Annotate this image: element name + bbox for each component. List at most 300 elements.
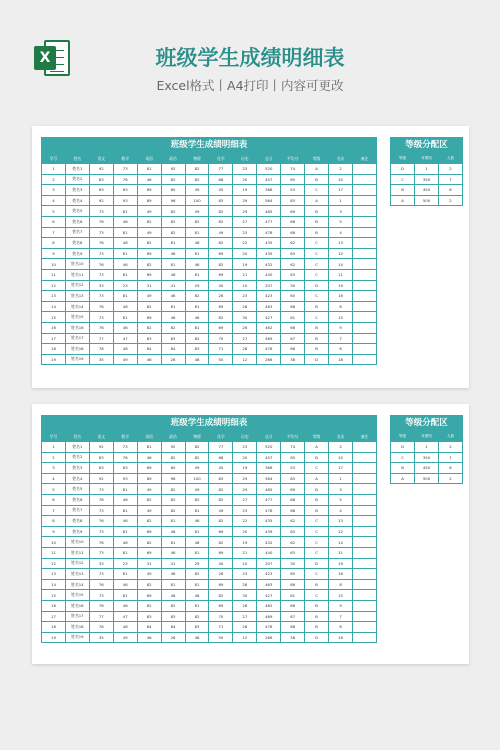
table-row xyxy=(42,185,377,196)
table-cell: 46 xyxy=(137,452,161,463)
table-cell: 26 xyxy=(233,600,257,611)
table-cell: 76 xyxy=(89,322,113,333)
table-cell: 81 xyxy=(185,600,209,611)
table-cell: 7 xyxy=(439,174,463,185)
table-cell: 66 xyxy=(281,322,305,333)
table-cell: C xyxy=(305,259,329,270)
table-cell: 11 xyxy=(329,269,353,280)
table-cell: 83 xyxy=(137,333,161,344)
table-row xyxy=(42,622,377,633)
table-cell: 19 xyxy=(42,354,66,365)
table-cell xyxy=(352,494,376,505)
table-cell: 30 xyxy=(233,590,257,601)
table-row xyxy=(391,164,463,175)
table-cell: 19 xyxy=(329,280,353,291)
table-row xyxy=(42,547,377,558)
table-cell: 69 xyxy=(137,185,161,196)
table-cell: B xyxy=(391,185,415,196)
table-cell: 69 xyxy=(209,269,233,280)
table-cell: B xyxy=(305,579,329,590)
table-cell: 63 xyxy=(281,526,305,537)
column-header: 对照线 xyxy=(415,154,439,164)
table-cell: 9 xyxy=(42,248,66,259)
table-cell: 68 xyxy=(281,216,305,227)
table-cell: 7 xyxy=(42,505,66,516)
table-cell: 81 xyxy=(185,301,209,312)
column-header: 备注 xyxy=(352,432,376,442)
table-cell: B xyxy=(305,600,329,611)
table-cell: 姓名4 xyxy=(65,195,89,206)
table-cell: 姓名14 xyxy=(65,579,89,590)
table-cell: 82 xyxy=(209,590,233,601)
table-cell: 92 xyxy=(89,442,113,453)
table-cell: D xyxy=(305,632,329,643)
table-cell: 41 xyxy=(161,280,185,291)
table-cell: 46 xyxy=(113,579,137,590)
table-cell: 45 xyxy=(209,185,233,196)
table-cell: 27 xyxy=(233,216,257,227)
table-cell: 82 xyxy=(209,259,233,270)
table-cell: 84 xyxy=(137,344,161,355)
table-cell: 81 xyxy=(113,590,137,601)
table-cell: 69 xyxy=(209,301,233,312)
table-cell: 姓名8 xyxy=(65,238,89,249)
table-cell: 23 xyxy=(233,227,257,238)
table-cell xyxy=(352,611,376,622)
table-cell: 83 xyxy=(185,344,209,355)
table-cell xyxy=(352,505,376,516)
table-cell: 463 xyxy=(257,301,281,312)
table-cell: 45 xyxy=(209,463,233,474)
table-cell: 姓名17 xyxy=(65,333,89,344)
table-cell: 23 xyxy=(233,569,257,580)
table-row xyxy=(42,291,377,302)
table-cell xyxy=(352,590,376,601)
table-cell: 82 xyxy=(209,484,233,495)
table-cell: 463 xyxy=(257,579,281,590)
table-cell: 69 xyxy=(137,248,161,259)
table-cell: 564 xyxy=(257,473,281,484)
table-cell: 4 xyxy=(329,227,353,238)
table-cell: 29 xyxy=(185,558,209,569)
table-cell: 84 xyxy=(161,622,185,633)
table-cell: 28 xyxy=(233,622,257,633)
table-cell: 73 xyxy=(89,505,113,516)
column-header: 物理 xyxy=(185,154,209,164)
table-cell: C xyxy=(305,248,329,259)
table-cell: 73 xyxy=(89,291,113,302)
table-cell: 81 xyxy=(161,301,185,312)
table-cell: B xyxy=(305,322,329,333)
table-cell: 63 xyxy=(89,185,113,196)
table-cell: C xyxy=(305,463,329,474)
table-cell: 83 xyxy=(137,611,161,622)
table-cell: 2 xyxy=(329,442,353,453)
column-header: 英语 xyxy=(137,432,161,442)
table-cell xyxy=(352,442,376,453)
table-cell: 83 xyxy=(89,452,113,463)
table-cell: 96 xyxy=(161,473,185,484)
table-cell: 63 xyxy=(113,185,137,196)
grade-detail-title: 班级学生成绩明细表 xyxy=(41,415,377,431)
table-cell: 姓名13 xyxy=(65,291,89,302)
table-cell: 姓名17 xyxy=(65,611,89,622)
table-cell: B xyxy=(305,206,329,217)
table-row xyxy=(42,164,377,175)
table-row xyxy=(391,174,463,185)
table-cell: 姓名7 xyxy=(65,505,89,516)
table-cell: 23 xyxy=(233,164,257,175)
table-row xyxy=(42,227,377,238)
table-cell xyxy=(352,227,376,238)
table-row xyxy=(42,505,377,516)
table-cell: 46 xyxy=(113,494,137,505)
table-cell: 81 xyxy=(113,248,137,259)
column-header: 历史 xyxy=(233,432,257,442)
table-cell: 7 xyxy=(329,611,353,622)
table-cell: 60 xyxy=(281,291,305,302)
table-cell: 82 xyxy=(209,516,233,527)
table-cell xyxy=(352,301,376,312)
table-cell: 3 xyxy=(42,463,66,474)
table-cell: 4 xyxy=(42,473,66,484)
table-cell: 82 xyxy=(161,600,185,611)
table-row xyxy=(42,442,377,453)
table-row xyxy=(42,206,377,217)
column-header: 物理 xyxy=(185,432,209,442)
table-cell: 77 xyxy=(89,611,113,622)
table-cell: 49 xyxy=(185,185,209,196)
table-cell: 23 xyxy=(233,505,257,516)
table-cell: 15 xyxy=(329,312,353,323)
table-cell: 9 xyxy=(42,526,66,537)
table-cell: 38 xyxy=(281,354,305,365)
table-cell: 48 xyxy=(113,344,137,355)
table-cell xyxy=(352,558,376,569)
table-cell: 450 xyxy=(415,463,439,474)
table-cell: 23 xyxy=(233,442,257,453)
table-cell: 82 xyxy=(209,494,233,505)
table-cell: 485 xyxy=(257,206,281,217)
table-cell: 35 xyxy=(89,632,113,643)
table-cell: 368 xyxy=(257,463,281,474)
table-row xyxy=(391,473,463,484)
table-cell: 46 xyxy=(185,516,209,527)
table-cell: B xyxy=(305,611,329,622)
table-row xyxy=(391,185,463,196)
table-cell: 46 xyxy=(185,537,209,548)
column-header: 化学 xyxy=(209,154,233,164)
table-cell: 9 xyxy=(329,322,353,333)
table-cell: 477 xyxy=(257,216,281,227)
column-header: 等级 xyxy=(391,154,415,164)
grade-detail-area xyxy=(41,137,377,365)
table-cell: 81 xyxy=(113,269,137,280)
table-cell: 8 xyxy=(329,301,353,312)
table-cell xyxy=(352,526,376,537)
table-row xyxy=(42,216,377,227)
table-cell: 81 xyxy=(185,505,209,516)
table-cell: 423 xyxy=(257,291,281,302)
table-cell: A xyxy=(391,473,415,484)
column-header: 姓名 xyxy=(65,154,89,164)
table-cell: 41 xyxy=(161,558,185,569)
table-cell: 11 xyxy=(42,269,66,280)
table-cell: 462 xyxy=(257,322,281,333)
table-row xyxy=(42,174,377,185)
table-cell: 1 xyxy=(415,164,439,175)
table-cell xyxy=(352,238,376,249)
table-cell: 68 xyxy=(209,174,233,185)
table-cell xyxy=(352,164,376,175)
table-cell: 3 xyxy=(42,185,66,196)
table-cell: 46 xyxy=(113,322,137,333)
column-header: 人数 xyxy=(439,154,463,164)
table-cell: 18 xyxy=(42,344,66,355)
table-cell: 83 xyxy=(161,611,185,622)
table-cell: 29 xyxy=(233,195,257,206)
table-cell xyxy=(352,312,376,323)
table-cell: 14 xyxy=(329,537,353,548)
table-row xyxy=(42,463,377,474)
table-cell: 1 xyxy=(415,442,439,453)
table-cell: 76 xyxy=(113,452,137,463)
table-cell: B xyxy=(305,494,329,505)
table-cell: 8 xyxy=(439,185,463,196)
table-cell: 70 xyxy=(209,611,233,622)
table-row xyxy=(42,322,377,333)
table-cell: 69 xyxy=(281,484,305,495)
table-cell: 姓名8 xyxy=(65,516,89,527)
table-cell: 92 xyxy=(89,473,113,484)
column-header: 名次 xyxy=(329,154,353,164)
column-header: 总分 xyxy=(257,432,281,442)
table-cell: 462 xyxy=(257,600,281,611)
table-cell: 81 xyxy=(185,248,209,259)
table-cell: 46 xyxy=(161,526,185,537)
table-cell: 82 xyxy=(137,494,161,505)
column-header: 数学 xyxy=(113,432,137,442)
table-cell: 82 xyxy=(161,505,185,516)
table-cell xyxy=(352,547,376,558)
table-cell: 83 xyxy=(161,333,185,344)
table-cell: 10 xyxy=(42,537,66,548)
table-cell: 2 xyxy=(439,164,463,175)
table-cell: 40 xyxy=(209,280,233,291)
table-cell xyxy=(352,484,376,495)
table-cell: 姓名4 xyxy=(65,473,89,484)
table-cell: 435 xyxy=(257,516,281,527)
table-cell: 姓名19 xyxy=(65,632,89,643)
table-cell: 7 xyxy=(42,227,66,238)
table-cell: 440 xyxy=(257,269,281,280)
table-cell: 49 xyxy=(185,463,209,474)
column-header: 对照线 xyxy=(415,432,439,442)
table-cell: 73 xyxy=(89,206,113,217)
table-cell: 63 xyxy=(281,547,305,558)
table-cell: 82 xyxy=(209,238,233,249)
table-cell: 姓名7 xyxy=(65,227,89,238)
table-cell: B xyxy=(305,333,329,344)
column-header: 英语 xyxy=(137,154,161,164)
table-cell: 62 xyxy=(281,537,305,548)
table-cell: 53 xyxy=(281,185,305,196)
table-cell: 476 xyxy=(257,622,281,633)
table-cell: 19 xyxy=(233,537,257,548)
table-cell: 457 xyxy=(257,174,281,185)
table-row xyxy=(42,344,377,355)
table-cell: A xyxy=(305,442,329,453)
table-cell: 1 xyxy=(42,442,66,453)
table-cell: 27 xyxy=(233,333,257,344)
table-cell: 5 xyxy=(42,484,66,495)
table-cell: B xyxy=(305,452,329,463)
table-cell: C xyxy=(305,547,329,558)
grade-allocation-table xyxy=(390,153,463,206)
table-cell xyxy=(352,195,376,206)
table-cell: 435 xyxy=(257,238,281,249)
table-cell: 28 xyxy=(233,301,257,312)
table-cell: 78 xyxy=(89,344,113,355)
table-cell: 30 xyxy=(281,280,305,291)
table-cell: 500 xyxy=(415,473,439,484)
table-cell xyxy=(352,463,376,474)
table-cell: 66 xyxy=(281,301,305,312)
table-cell: 49 xyxy=(137,505,161,516)
table-cell xyxy=(352,259,376,270)
table-cell: 10 xyxy=(233,280,257,291)
table-cell: 5 xyxy=(329,494,353,505)
table-cell xyxy=(352,354,376,365)
table-cell: 61 xyxy=(281,590,305,601)
table-cell: C xyxy=(305,312,329,323)
table-cell: 83 xyxy=(281,473,305,484)
table-cell: 姓名16 xyxy=(65,322,89,333)
page-subtitle: Excel格式丨A4打印丨内容可更改 xyxy=(156,78,344,93)
table-cell: 81 xyxy=(185,579,209,590)
table-cell: 13 xyxy=(42,291,66,302)
table-cell: 69 xyxy=(209,322,233,333)
table-cell: B xyxy=(305,174,329,185)
table-cell: 19 xyxy=(233,259,257,270)
table-cell: 2 xyxy=(42,452,66,463)
table-cell: B xyxy=(305,227,329,238)
column-header: 历史 xyxy=(233,154,257,164)
table-cell: 46 xyxy=(161,590,185,601)
table-cell: 73 xyxy=(89,590,113,601)
table-cell: 46 xyxy=(137,632,161,643)
table-cell: 姓名12 xyxy=(65,280,89,291)
table-cell: 81 xyxy=(113,526,137,537)
table-cell: 82 xyxy=(137,579,161,590)
table-cell: 73 xyxy=(89,312,113,323)
table-cell: 76 xyxy=(89,600,113,611)
table-cell: 29 xyxy=(233,206,257,217)
table-cell: 67 xyxy=(281,611,305,622)
table-cell: C xyxy=(391,174,415,185)
table-cell: 49 xyxy=(137,484,161,495)
table-cell: 68 xyxy=(281,494,305,505)
table-cell: 60 xyxy=(161,463,185,474)
table-cell: 82 xyxy=(137,516,161,527)
table-cell: 62 xyxy=(281,259,305,270)
table-cell: 77 xyxy=(89,333,113,344)
table-cell: C xyxy=(305,185,329,196)
table-cell: 40 xyxy=(209,558,233,569)
table-cell: 82 xyxy=(161,174,185,185)
table-cell: 姓名19 xyxy=(65,354,89,365)
table-cell: 18 xyxy=(329,354,353,365)
table-cell: 82 xyxy=(209,206,233,217)
table-cell: 27 xyxy=(233,494,257,505)
column-header: 平均分 xyxy=(281,154,305,164)
table-cell: 60 xyxy=(161,185,185,196)
table-cell: 12 xyxy=(42,280,66,291)
table-cell: 73 xyxy=(89,248,113,259)
table-cell: 46 xyxy=(137,174,161,185)
table-cell: 76 xyxy=(89,259,113,270)
table-cell: 30 xyxy=(233,312,257,323)
table-cell: 10 xyxy=(329,174,353,185)
table-cell: 83 xyxy=(209,195,233,206)
table-cell: 48 xyxy=(185,632,209,643)
table-cell: 350 xyxy=(415,452,439,463)
table-cell: 76 xyxy=(89,516,113,527)
table-cell: 69 xyxy=(209,579,233,590)
table-cell: 50 xyxy=(209,354,233,365)
table-cell: 20 xyxy=(233,452,257,463)
table-row xyxy=(42,600,377,611)
table-row xyxy=(42,526,377,537)
table-cell: 68 xyxy=(281,505,305,516)
table-cell: 20 xyxy=(233,526,257,537)
table-cell: 469 xyxy=(257,611,281,622)
table-cell: 49 xyxy=(137,291,161,302)
table-cell: 81 xyxy=(113,484,137,495)
table-cell: 76 xyxy=(89,494,113,505)
grade-detail-title: 班级学生成绩明细表 xyxy=(41,137,377,153)
table-cell: 81 xyxy=(185,227,209,238)
table-cell: 73 xyxy=(89,526,113,537)
table-cell: C xyxy=(305,516,329,527)
table-cell: 10 xyxy=(42,259,66,270)
table-cell: 13 xyxy=(329,516,353,527)
table-cell: 81 xyxy=(161,259,185,270)
table-cell: 12 xyxy=(42,558,66,569)
table-cell: 46 xyxy=(185,238,209,249)
column-header: 备注 xyxy=(352,154,376,164)
table-cell: C xyxy=(305,569,329,580)
table-cell: 姓名2 xyxy=(65,452,89,463)
table-cell: 82 xyxy=(161,216,185,227)
table-cell: 49 xyxy=(137,227,161,238)
table-cell: 46 xyxy=(113,537,137,548)
table-cell xyxy=(352,579,376,590)
table-cell: 69 xyxy=(137,269,161,280)
table-cell: 207 xyxy=(257,558,281,569)
table-cell: 81 xyxy=(113,227,137,238)
table-cell: 12 xyxy=(233,632,257,643)
page-header xyxy=(0,0,500,118)
table-cell: 82 xyxy=(161,452,185,463)
column-header: 名次 xyxy=(329,432,353,442)
table-cell xyxy=(352,333,376,344)
table-cell: 100 xyxy=(185,195,209,206)
table-row xyxy=(42,248,377,259)
table-cell: 92 xyxy=(89,164,113,175)
table-cell: 4 xyxy=(329,505,353,516)
table-cell: 81 xyxy=(137,442,161,453)
